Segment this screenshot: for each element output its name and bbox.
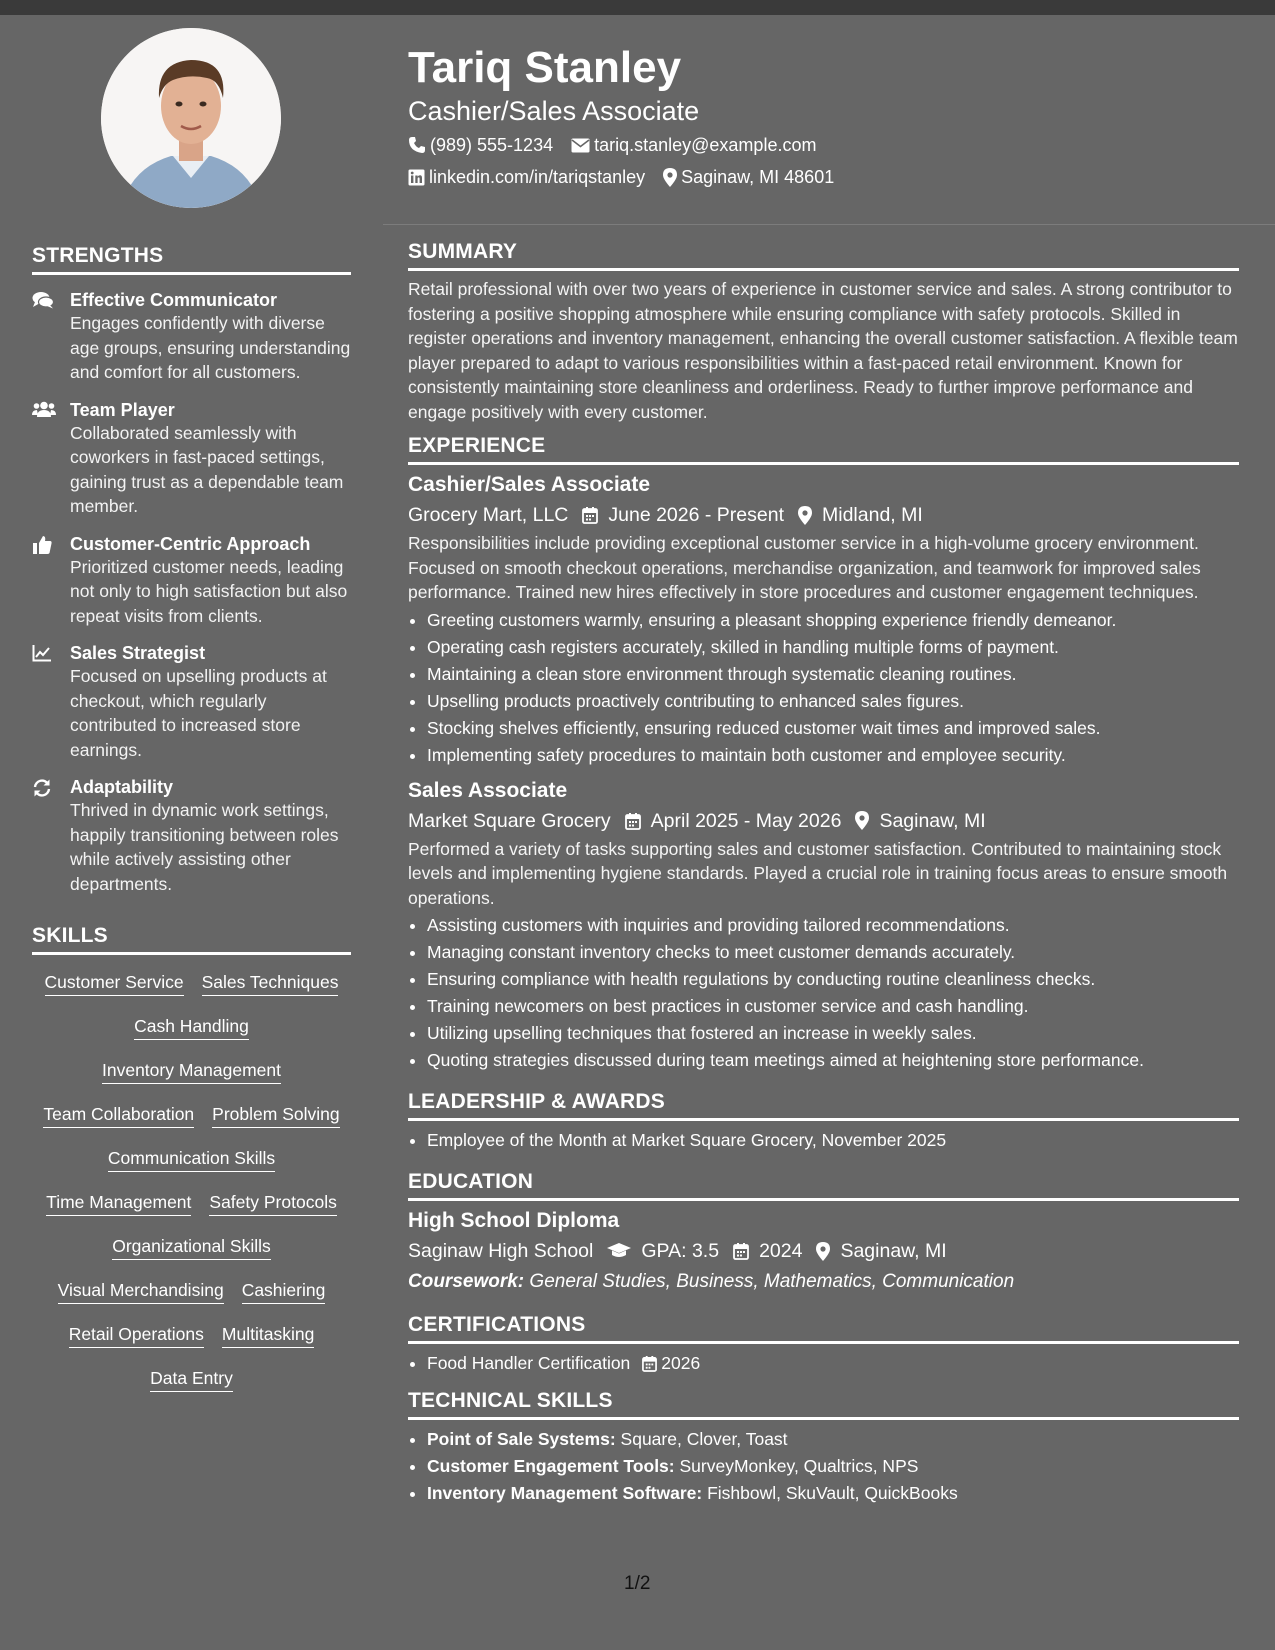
coursework-label: Coursework: bbox=[408, 1271, 525, 1292]
awards-heading: LEADERSHIP & AWARDS bbox=[408, 1090, 1239, 1121]
skill-tag: Visual Merchandising bbox=[58, 1279, 224, 1304]
job-dates-item bbox=[625, 805, 842, 837]
strength-title: Adaptability bbox=[70, 777, 174, 797]
job-bullet: • Assisting customers with inquiries and providing tailored recommendations. bbox=[427, 912, 1239, 939]
calendar-icon bbox=[625, 812, 641, 830]
profile-photo bbox=[101, 28, 281, 208]
coursework-list: General Studies, Business, Mathematics, Communication bbox=[529, 1271, 1015, 1292]
job-location: Midland, MI bbox=[822, 504, 923, 526]
technical-skill-value: SurveyMonkey, Qualtrics, NPS bbox=[679, 1456, 919, 1476]
skill-tag: Data Entry bbox=[150, 1367, 233, 1392]
strengths-heading: STRENGTHS bbox=[32, 244, 351, 275]
phone-icon bbox=[408, 136, 426, 154]
thumbs-up-icon bbox=[32, 533, 70, 629]
job-entry bbox=[408, 471, 1239, 769]
education-section bbox=[408, 1170, 1239, 1297]
technical-skill-value: Square, Clover, Toast bbox=[620, 1429, 788, 1449]
job-dates: June 2026 - Present bbox=[608, 504, 784, 526]
strength-title: Customer-Centric Approach bbox=[70, 533, 311, 554]
gpa-item bbox=[607, 1235, 719, 1267]
degree: High School Diploma bbox=[408, 1209, 620, 1232]
map-marker-icon bbox=[663, 168, 677, 187]
education-meta bbox=[408, 1235, 1239, 1267]
strength-item bbox=[32, 776, 351, 896]
certification-year: 2026 bbox=[661, 1353, 701, 1373]
certifications-heading: CERTIFICATIONS bbox=[408, 1313, 1239, 1344]
calendar-icon bbox=[582, 506, 598, 524]
graduation-cap-icon bbox=[607, 1243, 631, 1259]
location-text: Saginaw, MI 48601 bbox=[681, 167, 835, 187]
comments-icon bbox=[32, 289, 70, 385]
skill-tag: Customer Service bbox=[45, 971, 184, 996]
strength-item bbox=[32, 289, 351, 385]
job-entry bbox=[408, 777, 1239, 1075]
technical-skills-section bbox=[408, 1389, 1239, 1507]
gpa: GPA: 3.5 bbox=[641, 1240, 720, 1262]
technical-skill-item bbox=[427, 1453, 1239, 1480]
technical-skills-heading: TECHNICAL SKILLS bbox=[408, 1389, 1239, 1420]
top-bar bbox=[0, 0, 1275, 15]
skills-section bbox=[32, 924, 351, 1403]
phone-item bbox=[408, 130, 553, 160]
strength-item bbox=[32, 399, 351, 519]
summary-heading: SUMMARY bbox=[408, 240, 1239, 271]
skill-tag: Organizational Skills bbox=[112, 1235, 271, 1260]
map-marker-icon bbox=[855, 811, 869, 830]
chart-line-icon bbox=[32, 642, 70, 762]
envelope-icon bbox=[571, 138, 590, 153]
email-link[interactable]: tariq.stanley@example.com bbox=[594, 135, 817, 155]
summary-text: Retail professional with over two years of experience in customer service and sales. A strong contributor to fostering a positive shopping atmosphere while ensuring compliance with safety protocols. Skilled in register operations and inventory management, enhancing the overall customer satisfaction. A flexible team player prepared to adapt to various responsibilities within a fast-paced retail environment. Known for consistently maintaining store cleanliness and orderliness. Ready to further improve performance and engage positively with every customer. bbox=[408, 279, 1238, 422]
certification-item bbox=[427, 1350, 1239, 1377]
map-marker-icon bbox=[798, 506, 812, 525]
strength-desc: Collaborated seamlessly with coworkers in fast-paced settings, gaining trust as a dependable team member. bbox=[70, 422, 344, 516]
skill-tag: Team Collaboration bbox=[43, 1103, 194, 1128]
skill-tag: Communication Skills bbox=[108, 1147, 275, 1172]
job-bullet: • Maintaining a clean store environment through systematic cleaning routines. bbox=[427, 661, 1239, 688]
technical-skill-label: Customer Engagement Tools: bbox=[427, 1456, 675, 1476]
job-dates: April 2025 - May 2026 bbox=[650, 809, 842, 832]
technical-skill-item bbox=[427, 1426, 1239, 1453]
users-icon bbox=[32, 399, 70, 519]
linkedin-link[interactable]: linkedin.com/in/tariqstanley bbox=[429, 167, 646, 187]
main-content bbox=[408, 44, 1239, 1507]
strength-desc: Engages confidently with diverse age groups, ensuring understanding and comfort for all customers. bbox=[70, 313, 351, 382]
award-item: • Employee of the Month at Market Square Grocery, November 2025 bbox=[427, 1127, 1239, 1154]
skill-tag: Cashiering bbox=[242, 1279, 326, 1304]
job-bullet: • Utilizing upselling techniques that fostered an increase in weekly sales. bbox=[427, 1020, 1239, 1047]
job-bullet: • Greeting customers warmly, ensuring a pleasant shopping experience friendly demeanor. bbox=[427, 607, 1239, 634]
strength-item bbox=[32, 642, 351, 762]
job-bullet: • Training newcomers on best practices in customer service and cash handling. bbox=[427, 993, 1239, 1020]
linkedin-icon bbox=[408, 169, 425, 186]
strength-desc: Thrived in dynamic work settings, happily transitioning between roles while actively assisting other departments. bbox=[70, 800, 339, 894]
school-name: Saginaw High School bbox=[408, 1240, 594, 1262]
summary-section bbox=[408, 240, 1239, 424]
job-bullets bbox=[408, 912, 1239, 1074]
job-company: Grocery Mart, LLC bbox=[408, 504, 569, 526]
job-meta bbox=[408, 805, 1239, 837]
job-bullets bbox=[408, 607, 1239, 769]
skill-tag: Cash Handling bbox=[134, 1015, 249, 1040]
strength-desc: Prioritized customer needs, leading not only to high satisfaction but also repeat visits from clients. bbox=[70, 556, 348, 626]
skill-tag: Time Management bbox=[46, 1191, 191, 1216]
linkedin-item[interactable] bbox=[408, 162, 645, 192]
technical-skill-label: Inventory Management Software: bbox=[427, 1483, 703, 1503]
page-number: 1/2 bbox=[624, 1573, 651, 1594]
location-item bbox=[663, 162, 834, 192]
job-title: Sales Associate bbox=[408, 778, 568, 802]
awards-section bbox=[408, 1090, 1239, 1154]
edu-location: Saginaw, MI bbox=[840, 1240, 947, 1262]
contact-row bbox=[408, 162, 1239, 192]
calendar-icon bbox=[733, 1242, 749, 1260]
technical-skills-list bbox=[408, 1426, 1239, 1507]
skills-list bbox=[32, 963, 351, 1403]
job-description: Performed a variety of tasks supporting sales and customer satisfaction. Contributed to maintaining stock levels and implementing hygiene standards. Played a crucial role in training focus areas to ensure smooth operations. bbox=[408, 838, 1228, 908]
edu-year: 2024 bbox=[759, 1240, 803, 1262]
job-description: Responsibilities include providing exceptional customer service in a high-volume grocery environment. Focused on smooth checkout operations, merchandise organization, and teamwork for improved sales performance. Trained new hires effectively in store procedures and customer engagement techniques. bbox=[408, 533, 1201, 602]
job-location-item bbox=[855, 805, 985, 837]
phone-number: (989) 555-1234 bbox=[430, 135, 554, 155]
candidate-title: Cashier/Sales Associate bbox=[408, 96, 700, 126]
skills-heading: SKILLS bbox=[32, 924, 351, 955]
technical-skill-value: Fishbowl, SkuVault, QuickBooks bbox=[707, 1483, 958, 1503]
map-marker-icon bbox=[816, 1242, 830, 1261]
job-title: Cashier/Sales Associate bbox=[408, 473, 651, 496]
skill-tag: Sales Techniques bbox=[202, 971, 339, 996]
strength-title: Team Player bbox=[70, 399, 175, 420]
strength-desc: Focused on upselling products at checkout, which regularly contributed to increased store earnings. bbox=[70, 666, 327, 760]
certification-name: • Food Handler Certification bbox=[427, 1353, 631, 1373]
certifications-list bbox=[408, 1350, 1239, 1377]
candidate-name: Tariq Stanley bbox=[408, 43, 682, 92]
skill-tag: Problem Solving bbox=[212, 1103, 339, 1128]
job-location-item bbox=[798, 499, 923, 531]
job-bullet: • Managing constant inventory checks to meet customer demands accurately. bbox=[427, 939, 1239, 966]
sidebar bbox=[32, 28, 351, 1403]
edu-year-item bbox=[733, 1235, 802, 1267]
strength-item bbox=[32, 533, 351, 629]
sync-icon bbox=[32, 776, 70, 896]
education-heading: EDUCATION bbox=[408, 1170, 1239, 1201]
awards-list bbox=[408, 1127, 1239, 1154]
strength-title: Effective Communicator bbox=[70, 290, 278, 310]
job-location: Saginaw, MI bbox=[879, 809, 986, 832]
strength-title: Sales Strategist bbox=[70, 643, 206, 663]
job-company: Market Square Grocery bbox=[408, 809, 611, 832]
skill-tag: Multitasking bbox=[222, 1323, 314, 1348]
job-bullet: • Operating cash registers accurately, skilled in handling multiple forms of payment. bbox=[427, 634, 1239, 661]
calendar-icon bbox=[642, 1355, 657, 1372]
experience-section bbox=[408, 434, 1239, 1074]
job-bullet: • Ensuring compliance with health regulations by conducting routine cleanliness checks. bbox=[427, 966, 1239, 993]
skill-tag: Safety Protocols bbox=[209, 1191, 336, 1216]
job-bullet: • Implementing safety procedures to maintain both customer and employee security. bbox=[427, 742, 1239, 769]
coursework bbox=[408, 1267, 1239, 1297]
resume-header bbox=[408, 44, 1239, 192]
job-bullet: • Quoting strategies discussed during team meetings aimed at heightening store performance. bbox=[427, 1047, 1239, 1074]
skill-tag: Inventory Management bbox=[102, 1059, 281, 1084]
skill-tag: Retail Operations bbox=[69, 1323, 204, 1348]
job-bullet: • Stocking shelves efficiently, ensuring reduced customer wait times and improved sales. bbox=[427, 715, 1239, 742]
technical-skill-label: Point of Sale Systems: bbox=[427, 1429, 616, 1449]
technical-skill-item bbox=[427, 1480, 1239, 1507]
job-bullet: • Upselling products proactively contributing to enhanced sales figures. bbox=[427, 688, 1239, 715]
job-dates-item bbox=[582, 499, 784, 531]
edu-location-item bbox=[816, 1235, 946, 1267]
certifications-section bbox=[408, 1313, 1239, 1377]
experience-heading: EXPERIENCE bbox=[408, 434, 1239, 465]
strengths-section bbox=[32, 244, 351, 896]
contact-row bbox=[408, 130, 1239, 160]
job-meta bbox=[408, 499, 1239, 531]
email-item[interactable] bbox=[571, 130, 816, 160]
